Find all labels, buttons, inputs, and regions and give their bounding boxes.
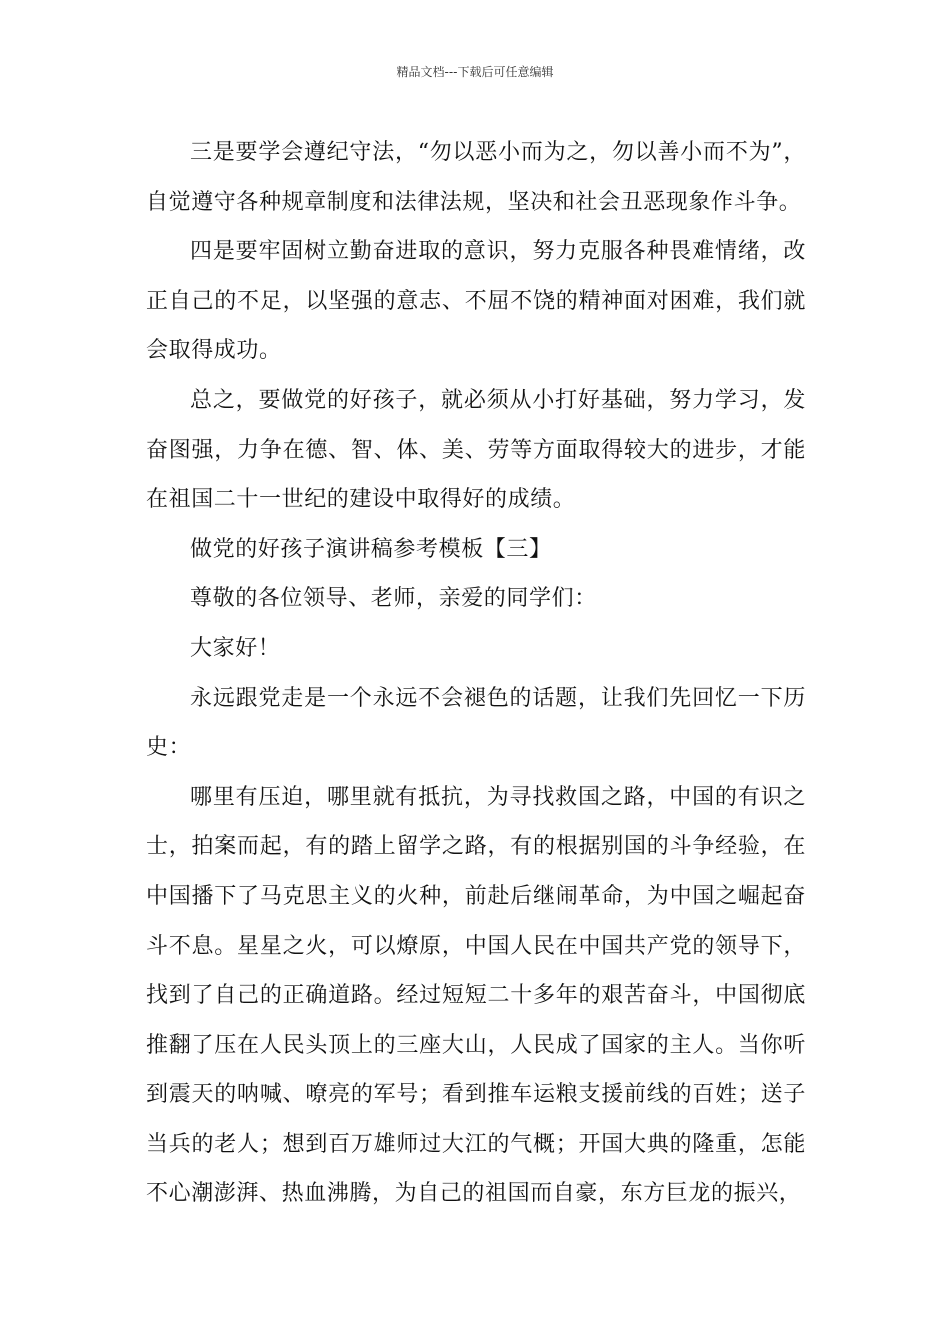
- paragraph-diligence: 四是要牢固树立勤奋进取的意识，努力克服各种畏难情绪，改正自己的不足，以坚强的意志、不屈不饶的精神面对困难，我们就会取得成功。: [146, 239, 806, 364]
- paragraph-history: 哪里有压迫，哪里就有抵抗，为寻找救国之路，中国的有识之士，拍案而起，有的踏上留学之路，有的根据别国的斗争经验，在中国播下了马克思主义的火种，前赴后继闹革命，为中国之崛起奋斗不息。星星之火，可以燎原，中国人民在中国共产党的领导下，找到了自己的正确道路。经过短短二十多年的艰苦奋斗，中国彻底推翻了压在人民头顶上的三座大山，人民成了国家的主人。当你听到震天的呐喊、嘹亮的军号；看到推车运粮支援前线的百姓；送子当兵的老人；想到百万雄师过大江的气概；开国大典的隆重，怎能不心潮澎湃、热血沸腾，为自己的祖国而自豪，东方巨龙的振兴，: [146, 784, 806, 1207]
- greeting: 大家好！: [190, 635, 281, 661]
- paragraph-history-intro: 永远跟党走是一个永远不会褪色的话题，让我们先回忆一下历史：: [146, 685, 806, 761]
- document-body: [146, 128, 806, 1219]
- paragraph-conclusion: 总之，要做党的好孩子，就必须从小打好基础，努力学习，发奋图强，力争在德、智、体、美、劳等方面取得较大的进步，才能在祖国二十一世纪的建设中取得好的成绩。: [146, 387, 806, 513]
- page-header: 精品文档---下载后可任意编辑: [396, 65, 554, 79]
- paragraph-law-abiding: 三是要学会遵纪守法，“勿以恶小而为之，勿以善小而不为”，自觉遵守各种规章制度和法律法规，坚决和社会丑恶现象作斗争。: [146, 140, 806, 215]
- section-title: 做党的好孩子演讲稿参考模板【三】: [190, 536, 552, 562]
- salutation: 尊敬的各位领导、老师，亲爱的同学们：: [190, 586, 597, 612]
